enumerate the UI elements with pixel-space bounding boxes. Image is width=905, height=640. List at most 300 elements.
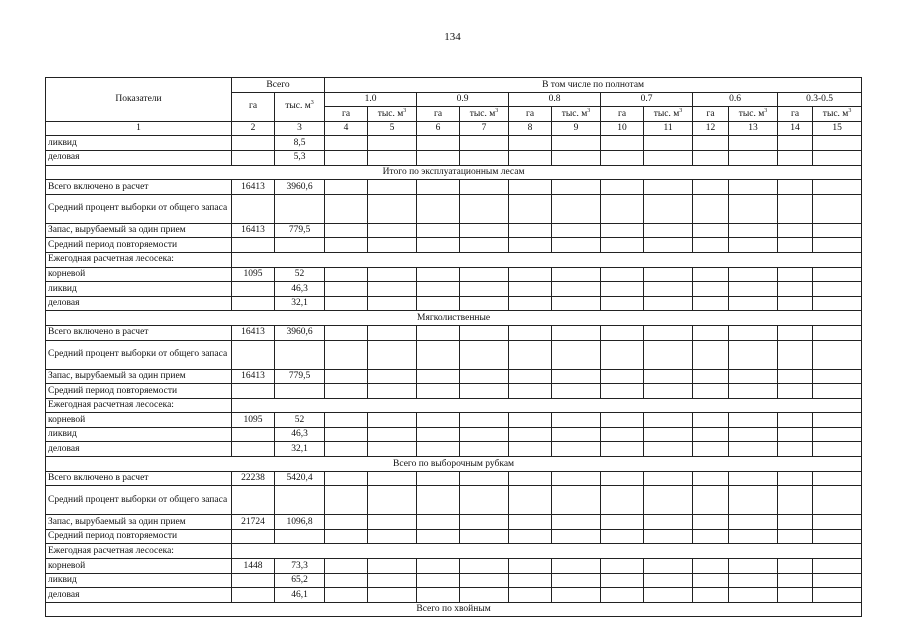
empty-cell [644, 325, 693, 340]
header-unit-ha: га [509, 107, 552, 122]
empty-cell [552, 413, 601, 428]
empty-cell [693, 486, 729, 515]
empty-cell [813, 486, 862, 515]
empty-cell [693, 180, 729, 195]
table-row [46, 282, 862, 297]
cell-total-ha [232, 588, 275, 603]
empty-cell [644, 486, 693, 515]
empty-cell [509, 442, 552, 457]
empty-cell [778, 340, 813, 369]
empty-cell [778, 136, 813, 151]
empty-cell [368, 442, 417, 457]
cell-total-ha [232, 150, 275, 165]
cell-total-vol: 8,5 [275, 136, 325, 151]
empty-cell [417, 427, 460, 442]
header-unit-vol [813, 107, 862, 122]
empty-cell [601, 180, 644, 195]
empty-cell [552, 369, 601, 384]
empty-cell [509, 515, 552, 530]
empty-cell [813, 238, 862, 253]
empty-cell [552, 486, 601, 515]
row-label: Всего включено в расчет [46, 180, 232, 195]
empty-cell [729, 325, 778, 340]
row-label: Ежегодная расчетная лесосека: [46, 398, 232, 413]
empty-cell [368, 296, 417, 311]
column-number: 3 [275, 121, 325, 136]
empty-cell [601, 471, 644, 486]
empty-cell [368, 150, 417, 165]
cell-total-vol: 779,5 [275, 223, 325, 238]
empty-cell [601, 588, 644, 603]
table-row [46, 267, 862, 282]
column-number: 10 [601, 121, 644, 136]
table-row [46, 573, 862, 588]
empty-cell [552, 340, 601, 369]
empty-cell [552, 296, 601, 311]
empty-cell [644, 340, 693, 369]
unit-text: тыс. м [653, 108, 680, 119]
empty-cell [729, 267, 778, 282]
header-density-5: 0.3-0.5 [778, 92, 862, 107]
empty-cell [552, 180, 601, 195]
column-number: 13 [729, 121, 778, 136]
empty-cell [729, 559, 778, 574]
empty-cell [813, 325, 862, 340]
row-label: Ежегодная расчетная лесосека: [46, 544, 232, 559]
empty-cell [509, 588, 552, 603]
empty-cell [552, 529, 601, 544]
empty-cell [693, 282, 729, 297]
empty-cell [368, 180, 417, 195]
empty-cell [601, 427, 644, 442]
unit-text: тыс. м [561, 108, 588, 119]
empty-cell [552, 442, 601, 457]
empty-cell [417, 223, 460, 238]
empty-cell [325, 442, 368, 457]
empty-cell [729, 282, 778, 297]
section-title: Всего по хвойным [46, 602, 862, 617]
empty-cell [325, 267, 368, 282]
empty-cell [460, 442, 509, 457]
empty-cell [729, 471, 778, 486]
empty-cell [509, 136, 552, 151]
empty-cell [778, 486, 813, 515]
section-row [46, 602, 862, 617]
header-unit-vol [460, 107, 509, 122]
empty-cell [368, 136, 417, 151]
empty-cell [644, 194, 693, 223]
empty-cell [813, 150, 862, 165]
empty-cell [460, 384, 509, 399]
empty-cell [693, 136, 729, 151]
row-label: Средний процент выборки от общего запаса [46, 486, 232, 515]
empty-cell [778, 369, 813, 384]
header-total: Всего [232, 78, 325, 93]
empty-cell [232, 398, 862, 413]
empty-cell [644, 573, 693, 588]
cell-total-vol: 3960,6 [275, 180, 325, 195]
empty-cell [552, 194, 601, 223]
empty-cell [644, 588, 693, 603]
empty-cell [460, 136, 509, 151]
header-including: В том числе по полнотам [325, 78, 862, 93]
empty-cell [509, 340, 552, 369]
cell-total-ha: 1095 [232, 267, 275, 282]
cell-total-ha [232, 384, 275, 399]
empty-cell [325, 340, 368, 369]
cell-total-vol [275, 529, 325, 544]
empty-cell [552, 559, 601, 574]
empty-cell [813, 369, 862, 384]
empty-cell [693, 573, 729, 588]
row-label: Средний период повторяемости [46, 238, 232, 253]
empty-cell [813, 427, 862, 442]
empty-cell [644, 238, 693, 253]
row-label: Ежегодная расчетная лесосека: [46, 252, 232, 267]
empty-cell [417, 529, 460, 544]
empty-cell [460, 223, 509, 238]
empty-cell [729, 369, 778, 384]
empty-cell [729, 296, 778, 311]
empty-cell [368, 529, 417, 544]
cell-total-vol [275, 384, 325, 399]
unit-sup: 3 [587, 107, 591, 114]
empty-cell [778, 223, 813, 238]
empty-cell [368, 340, 417, 369]
cell-total-ha [232, 442, 275, 457]
empty-cell [693, 384, 729, 399]
empty-cell [417, 588, 460, 603]
empty-cell [325, 180, 368, 195]
empty-cell [368, 384, 417, 399]
table-row [46, 442, 862, 457]
table-row [46, 515, 862, 530]
empty-cell [778, 471, 813, 486]
table-header [46, 78, 862, 136]
empty-cell [417, 471, 460, 486]
empty-cell [693, 325, 729, 340]
empty-cell [368, 282, 417, 297]
empty-cell [552, 238, 601, 253]
table-row [46, 223, 862, 238]
empty-cell [552, 384, 601, 399]
empty-cell [693, 369, 729, 384]
table-row [46, 544, 862, 559]
empty-cell [693, 296, 729, 311]
cell-total-ha [232, 427, 275, 442]
header-unit-ha: га [601, 107, 644, 122]
empty-cell [729, 238, 778, 253]
empty-cell [460, 180, 509, 195]
section-row [46, 311, 862, 326]
cell-total-ha: 16413 [232, 180, 275, 195]
empty-cell [729, 486, 778, 515]
header-unit-ha: га [325, 107, 368, 122]
empty-cell [460, 194, 509, 223]
empty-cell [460, 471, 509, 486]
empty-cell [552, 223, 601, 238]
column-number: 12 [693, 121, 729, 136]
empty-cell [601, 486, 644, 515]
empty-cell [813, 471, 862, 486]
empty-cell [460, 296, 509, 311]
row-label: Средний процент выборки от общего запаса [46, 194, 232, 223]
cell-total-vol: 1096,8 [275, 515, 325, 530]
empty-cell [813, 413, 862, 428]
empty-cell [813, 267, 862, 282]
row-label: Всего включено в расчет [46, 325, 232, 340]
empty-cell [644, 515, 693, 530]
row-label: Средний период повторяемости [46, 384, 232, 399]
empty-cell [729, 150, 778, 165]
table-row [46, 136, 862, 151]
empty-cell [509, 150, 552, 165]
empty-cell [778, 588, 813, 603]
table-row [46, 238, 862, 253]
empty-cell [368, 471, 417, 486]
empty-cell [778, 529, 813, 544]
row-label: Запас, вырубаемый за один прием [46, 223, 232, 238]
empty-cell [644, 471, 693, 486]
header-density-1: 0.9 [417, 92, 509, 107]
empty-cell [644, 267, 693, 282]
empty-cell [601, 340, 644, 369]
empty-cell [693, 340, 729, 369]
empty-cell [368, 588, 417, 603]
empty-cell [813, 296, 862, 311]
empty-cell [509, 296, 552, 311]
empty-cell [644, 384, 693, 399]
row-label: деловая [46, 150, 232, 165]
header-unit-vol [552, 107, 601, 122]
table-row [46, 296, 862, 311]
empty-cell [417, 573, 460, 588]
empty-cell [509, 384, 552, 399]
row-label: деловая [46, 442, 232, 457]
empty-cell [813, 180, 862, 195]
empty-cell [325, 573, 368, 588]
column-number: 1 [46, 121, 232, 136]
empty-cell [644, 296, 693, 311]
table-row [46, 588, 862, 603]
header-unit-ha: га [778, 107, 813, 122]
cell-total-ha: 16413 [232, 325, 275, 340]
empty-cell [368, 223, 417, 238]
table-row [46, 340, 862, 369]
cell-total-vol: 32,1 [275, 296, 325, 311]
cell-total-vol: 5420,4 [275, 471, 325, 486]
empty-cell [693, 529, 729, 544]
column-number: 4 [325, 121, 368, 136]
unit-sup: 3 [764, 107, 768, 114]
empty-cell [693, 413, 729, 428]
empty-cell [778, 267, 813, 282]
empty-cell [417, 194, 460, 223]
empty-cell [460, 529, 509, 544]
empty-cell [552, 325, 601, 340]
empty-cell [813, 223, 862, 238]
cell-total-ha: 16413 [232, 369, 275, 384]
empty-cell [693, 194, 729, 223]
empty-cell [368, 559, 417, 574]
empty-cell [460, 515, 509, 530]
unit-sup: 3 [679, 107, 683, 114]
empty-cell [729, 529, 778, 544]
column-number: 5 [368, 121, 417, 136]
empty-cell [601, 136, 644, 151]
empty-cell [552, 427, 601, 442]
column-number: 2 [232, 121, 275, 136]
empty-cell [325, 588, 368, 603]
row-label: деловая [46, 588, 232, 603]
empty-cell [601, 325, 644, 340]
empty-cell [368, 486, 417, 515]
empty-cell [601, 282, 644, 297]
empty-cell [460, 325, 509, 340]
empty-cell [729, 180, 778, 195]
empty-cell [778, 515, 813, 530]
cell-total-ha [232, 529, 275, 544]
header-unit-vol [644, 107, 693, 122]
cell-total-ha [232, 282, 275, 297]
empty-cell [368, 267, 417, 282]
empty-cell [509, 223, 552, 238]
empty-cell [232, 252, 862, 267]
empty-cell [460, 588, 509, 603]
cell-total-ha [232, 340, 275, 369]
empty-cell [509, 427, 552, 442]
empty-cell [778, 282, 813, 297]
empty-cell [644, 442, 693, 457]
row-label: Запас, вырубаемый за один прием [46, 515, 232, 530]
cell-total-ha: 1095 [232, 413, 275, 428]
table-row [46, 180, 862, 195]
empty-cell [460, 282, 509, 297]
table-row [46, 413, 862, 428]
table-row [46, 427, 862, 442]
column-number: 9 [552, 121, 601, 136]
empty-cell [644, 559, 693, 574]
empty-cell [813, 384, 862, 399]
empty-cell [509, 559, 552, 574]
header-density-3: 0.7 [601, 92, 693, 107]
empty-cell [552, 150, 601, 165]
empty-cell [601, 413, 644, 428]
empty-cell [417, 267, 460, 282]
empty-cell [813, 515, 862, 530]
cell-total-vol: 3960,6 [275, 325, 325, 340]
empty-cell [417, 413, 460, 428]
unit-sup: 3 [403, 107, 407, 114]
row-label: корневой [46, 413, 232, 428]
empty-cell [729, 384, 778, 399]
table-row [46, 325, 862, 340]
cell-total-ha: 16413 [232, 223, 275, 238]
empty-cell [417, 442, 460, 457]
empty-cell [368, 427, 417, 442]
empty-cell [509, 486, 552, 515]
empty-cell [813, 194, 862, 223]
empty-cell [778, 427, 813, 442]
empty-cell [601, 573, 644, 588]
empty-cell [601, 559, 644, 574]
empty-cell [460, 150, 509, 165]
empty-cell [729, 427, 778, 442]
cell-total-vol [275, 486, 325, 515]
empty-cell [325, 384, 368, 399]
table-body [46, 136, 862, 617]
cell-total-ha [232, 194, 275, 223]
header-unit-ha: га [693, 107, 729, 122]
header-density-0: 1.0 [325, 92, 417, 107]
empty-cell [417, 136, 460, 151]
table-row [46, 559, 862, 574]
empty-cell [601, 267, 644, 282]
empty-cell [778, 384, 813, 399]
cell-total-vol: 73,3 [275, 559, 325, 574]
empty-cell [644, 223, 693, 238]
column-number: 8 [509, 121, 552, 136]
empty-cell [729, 194, 778, 223]
empty-cell [325, 369, 368, 384]
cell-total-ha: 21724 [232, 515, 275, 530]
empty-cell [778, 413, 813, 428]
empty-cell [644, 413, 693, 428]
empty-cell [813, 136, 862, 151]
header-unit-vol [368, 107, 417, 122]
empty-cell [813, 282, 862, 297]
row-label: корневой [46, 267, 232, 282]
cell-total-vol: 52 [275, 267, 325, 282]
empty-cell [325, 427, 368, 442]
unit-text: тыс. м [738, 108, 765, 119]
empty-cell [693, 427, 729, 442]
unit-sup: 3 [495, 107, 499, 114]
empty-cell [460, 573, 509, 588]
cell-total-ha [232, 238, 275, 253]
empty-cell [778, 150, 813, 165]
header-unit-vol [729, 107, 778, 122]
empty-cell [509, 413, 552, 428]
empty-cell [509, 267, 552, 282]
table-row [46, 369, 862, 384]
empty-cell [813, 573, 862, 588]
empty-cell [644, 180, 693, 195]
empty-cell [552, 573, 601, 588]
empty-cell [460, 486, 509, 515]
unit-text: тыс. м [285, 101, 311, 112]
empty-cell [417, 515, 460, 530]
row-label: ликвид [46, 427, 232, 442]
empty-cell [778, 296, 813, 311]
column-number-row [46, 121, 862, 136]
cell-total-vol [275, 340, 325, 369]
empty-cell [460, 340, 509, 369]
empty-cell [729, 588, 778, 603]
empty-cell [601, 296, 644, 311]
empty-cell [509, 325, 552, 340]
cell-total-vol: 779,5 [275, 369, 325, 384]
empty-cell [552, 471, 601, 486]
empty-cell [693, 223, 729, 238]
empty-cell [693, 442, 729, 457]
empty-cell [417, 559, 460, 574]
unit-text: тыс. м [377, 108, 404, 119]
section-row [46, 457, 862, 472]
empty-cell [644, 150, 693, 165]
empty-cell [693, 588, 729, 603]
empty-cell [368, 194, 417, 223]
